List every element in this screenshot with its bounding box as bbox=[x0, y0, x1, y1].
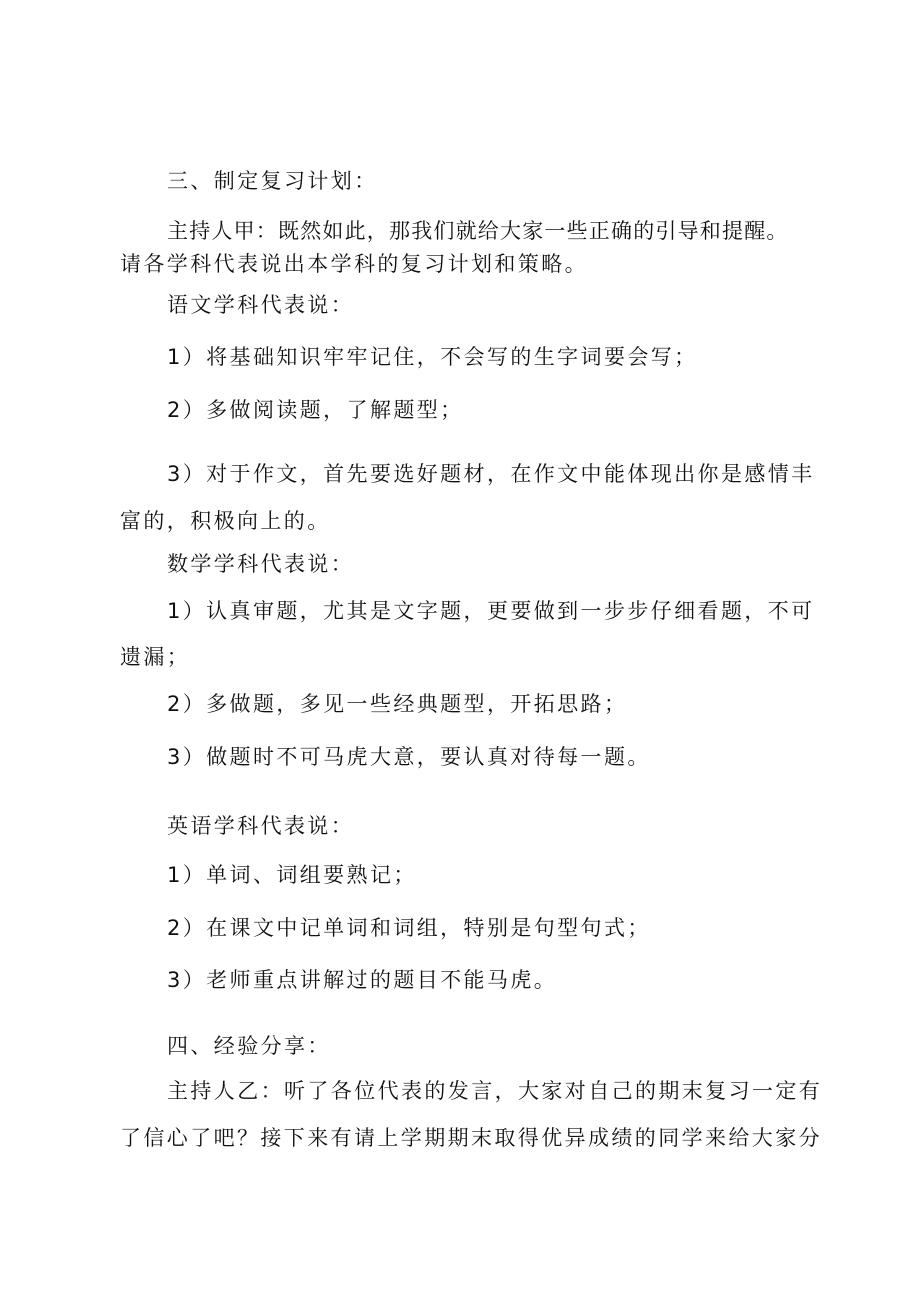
section-heading-experience-sharing: 四、经验分享： bbox=[167, 1034, 331, 1058]
host-b-paragraph-line-1: 主持人乙：听了各位代表的发言，大家对自己的期末复习一定有 bbox=[167, 1079, 823, 1103]
english-item-3: 3）老师重点讲解过的题目不能马虎。 bbox=[167, 968, 558, 992]
english-item-2: 2）在课文中记单词和词组，特别是句型句式； bbox=[167, 916, 651, 940]
chinese-item-2: 2）多做阅读题，了解题型； bbox=[167, 398, 464, 422]
english-item-1: 1）单词、词组要熟记； bbox=[167, 863, 417, 887]
host-a-paragraph-line-2: 请各学科代表说出本学科的复习计划和策略。 bbox=[120, 252, 588, 276]
math-item-2: 2）多做题，多见一些经典题型，开拓思路； bbox=[167, 692, 628, 716]
section-heading-review-plan: 三、制定复习计划： bbox=[167, 169, 378, 193]
math-item-1-line-2: 遗漏； bbox=[120, 645, 191, 669]
math-representative-title: 数学学科代表说： bbox=[167, 552, 355, 576]
chinese-item-3-line-2: 富的，积极向上的。 bbox=[120, 509, 331, 533]
english-representative-title: 英语学科代表说： bbox=[167, 814, 355, 838]
chinese-item-3-line-1: 3）对于作文，首先要选好题材，在作文中能体现出你是感情丰 bbox=[167, 462, 815, 486]
chinese-item-1: 1）将基础知识牢牢记住，不会写的生字词要会写； bbox=[167, 345, 698, 369]
host-b-paragraph-line-2: 了信心了吧？接下来有请上学期期末取得优异成绩的同学来给大家分 bbox=[120, 1126, 822, 1150]
math-item-1-line-1: 1）认真审题，尤其是文字题，更要做到一步步仔细看题，不可 bbox=[167, 599, 815, 623]
chinese-representative-title: 语文学科代表说： bbox=[167, 293, 355, 317]
math-item-3: 3）做题时不可马虎大意，要认真对待每一题。 bbox=[167, 745, 651, 769]
host-a-paragraph-line-1: 主持人甲：既然如此，那我们就给大家一些正确的引导和提醒。 bbox=[167, 219, 789, 243]
